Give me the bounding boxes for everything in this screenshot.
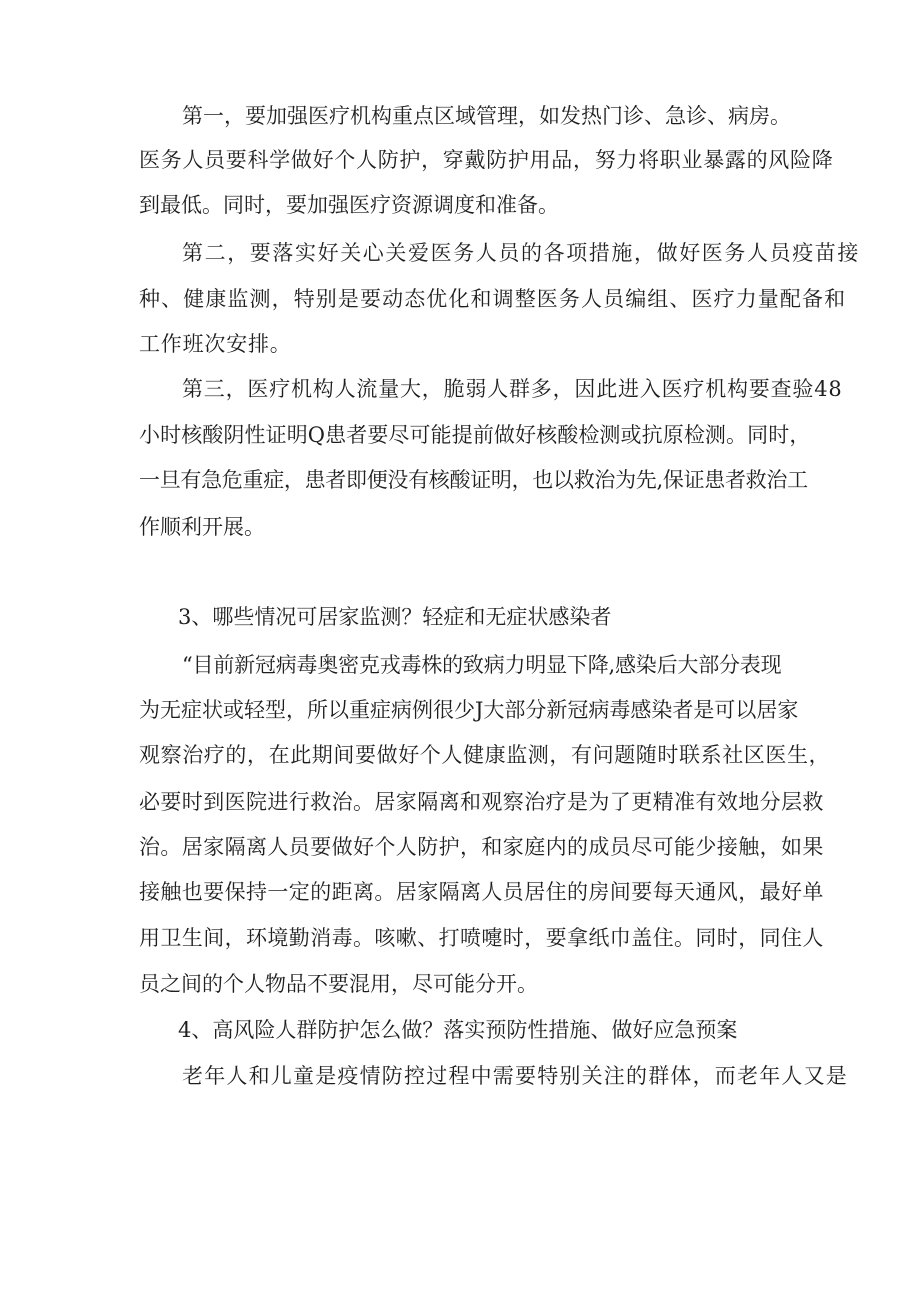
paragraph-4-line-2: 为无症状或轻型，所以重症病例很少J大部分新冠病毒感染者是可以居家 <box>139 698 799 722</box>
paragraph-3-line-1: 第三，医疗机构人流量大，脆弱人群多，因此进入医疗机构要查验48 <box>182 377 843 401</box>
paragraph-3-line-4: 作顺利开展。 <box>139 515 265 539</box>
paragraph-4-line-4: 必要时到医院进行救治。居家隔离和观察治疗是为了更精准有效地分层救 <box>139 790 824 814</box>
paragraph-4-line-1: “目前新冠病毒奥密克戎毒株的致病力明显下降,感染后大部分表现 <box>182 653 782 677</box>
paragraph-4-line-7: 用卫生间，环境勤消毒。咳嗽、打喷嚏时，要拿纸巾盖住。同时，同住人 <box>139 926 824 950</box>
paragraph-2-line-1: 第二，要落实好关心关爱医务人员的各项措施，做好医务人员疫苗接 <box>182 241 860 265</box>
paragraph-1-line-3: 到最低。同时，要加强医疗资源调度和准备。 <box>139 193 559 217</box>
paragraph-4-line-6: 接触也要保持一定的距离。居家隔离人员居住的房间要每天通风，最好单 <box>139 880 824 904</box>
paragraph-4-line-3: 观察治疗的，在此期间要做好个人健康监测，有问题随时联系社区医生， <box>139 743 831 767</box>
paragraph-4-line-8: 员之间的个人物品不要混用，尽可能分开。 <box>139 972 538 996</box>
paragraph-3-line-2: 小时核酸阴性证明Q患者要尽可能提前做好核酸检测或抗原检测。同时， <box>139 423 811 447</box>
paragraph-1-line-1: 第一，要加强医疗机构重点区域管理，如发热门诊、急诊、病房。 <box>182 104 791 128</box>
paragraph-1-line-2: 医务人员要科学做好个人防护，穿戴防护用品，努力将职业暴露的风险降 <box>139 148 834 172</box>
paragraph-2-line-2: 种、健康监测，特别是要动态优化和调整医务人员编组、医疗力量配备和 <box>139 287 847 311</box>
paragraph-5-line-1: 老年人和儿童是疫情防控过程中需要特别关注的群体，而老年人又是 <box>182 1064 848 1088</box>
paragraph-2-line-3: 工作班次安排。 <box>139 332 292 356</box>
section-heading-4: 4、高风险人群防护怎么做？落实预防性措施、做好应急预案 <box>178 1018 738 1042</box>
paragraph-4-line-5: 治。居家隔离人员要做好个人防护，和家庭内的成员尽可能少接触，如果 <box>139 835 824 859</box>
section-heading-3: 3、哪些情况可居家监测？轻症和无症状感染者 <box>178 605 612 629</box>
paragraph-3-line-3: 一旦有急危重症，患者即便没有核酸证明，也以救治为先,保证患者救治工 <box>139 468 808 492</box>
